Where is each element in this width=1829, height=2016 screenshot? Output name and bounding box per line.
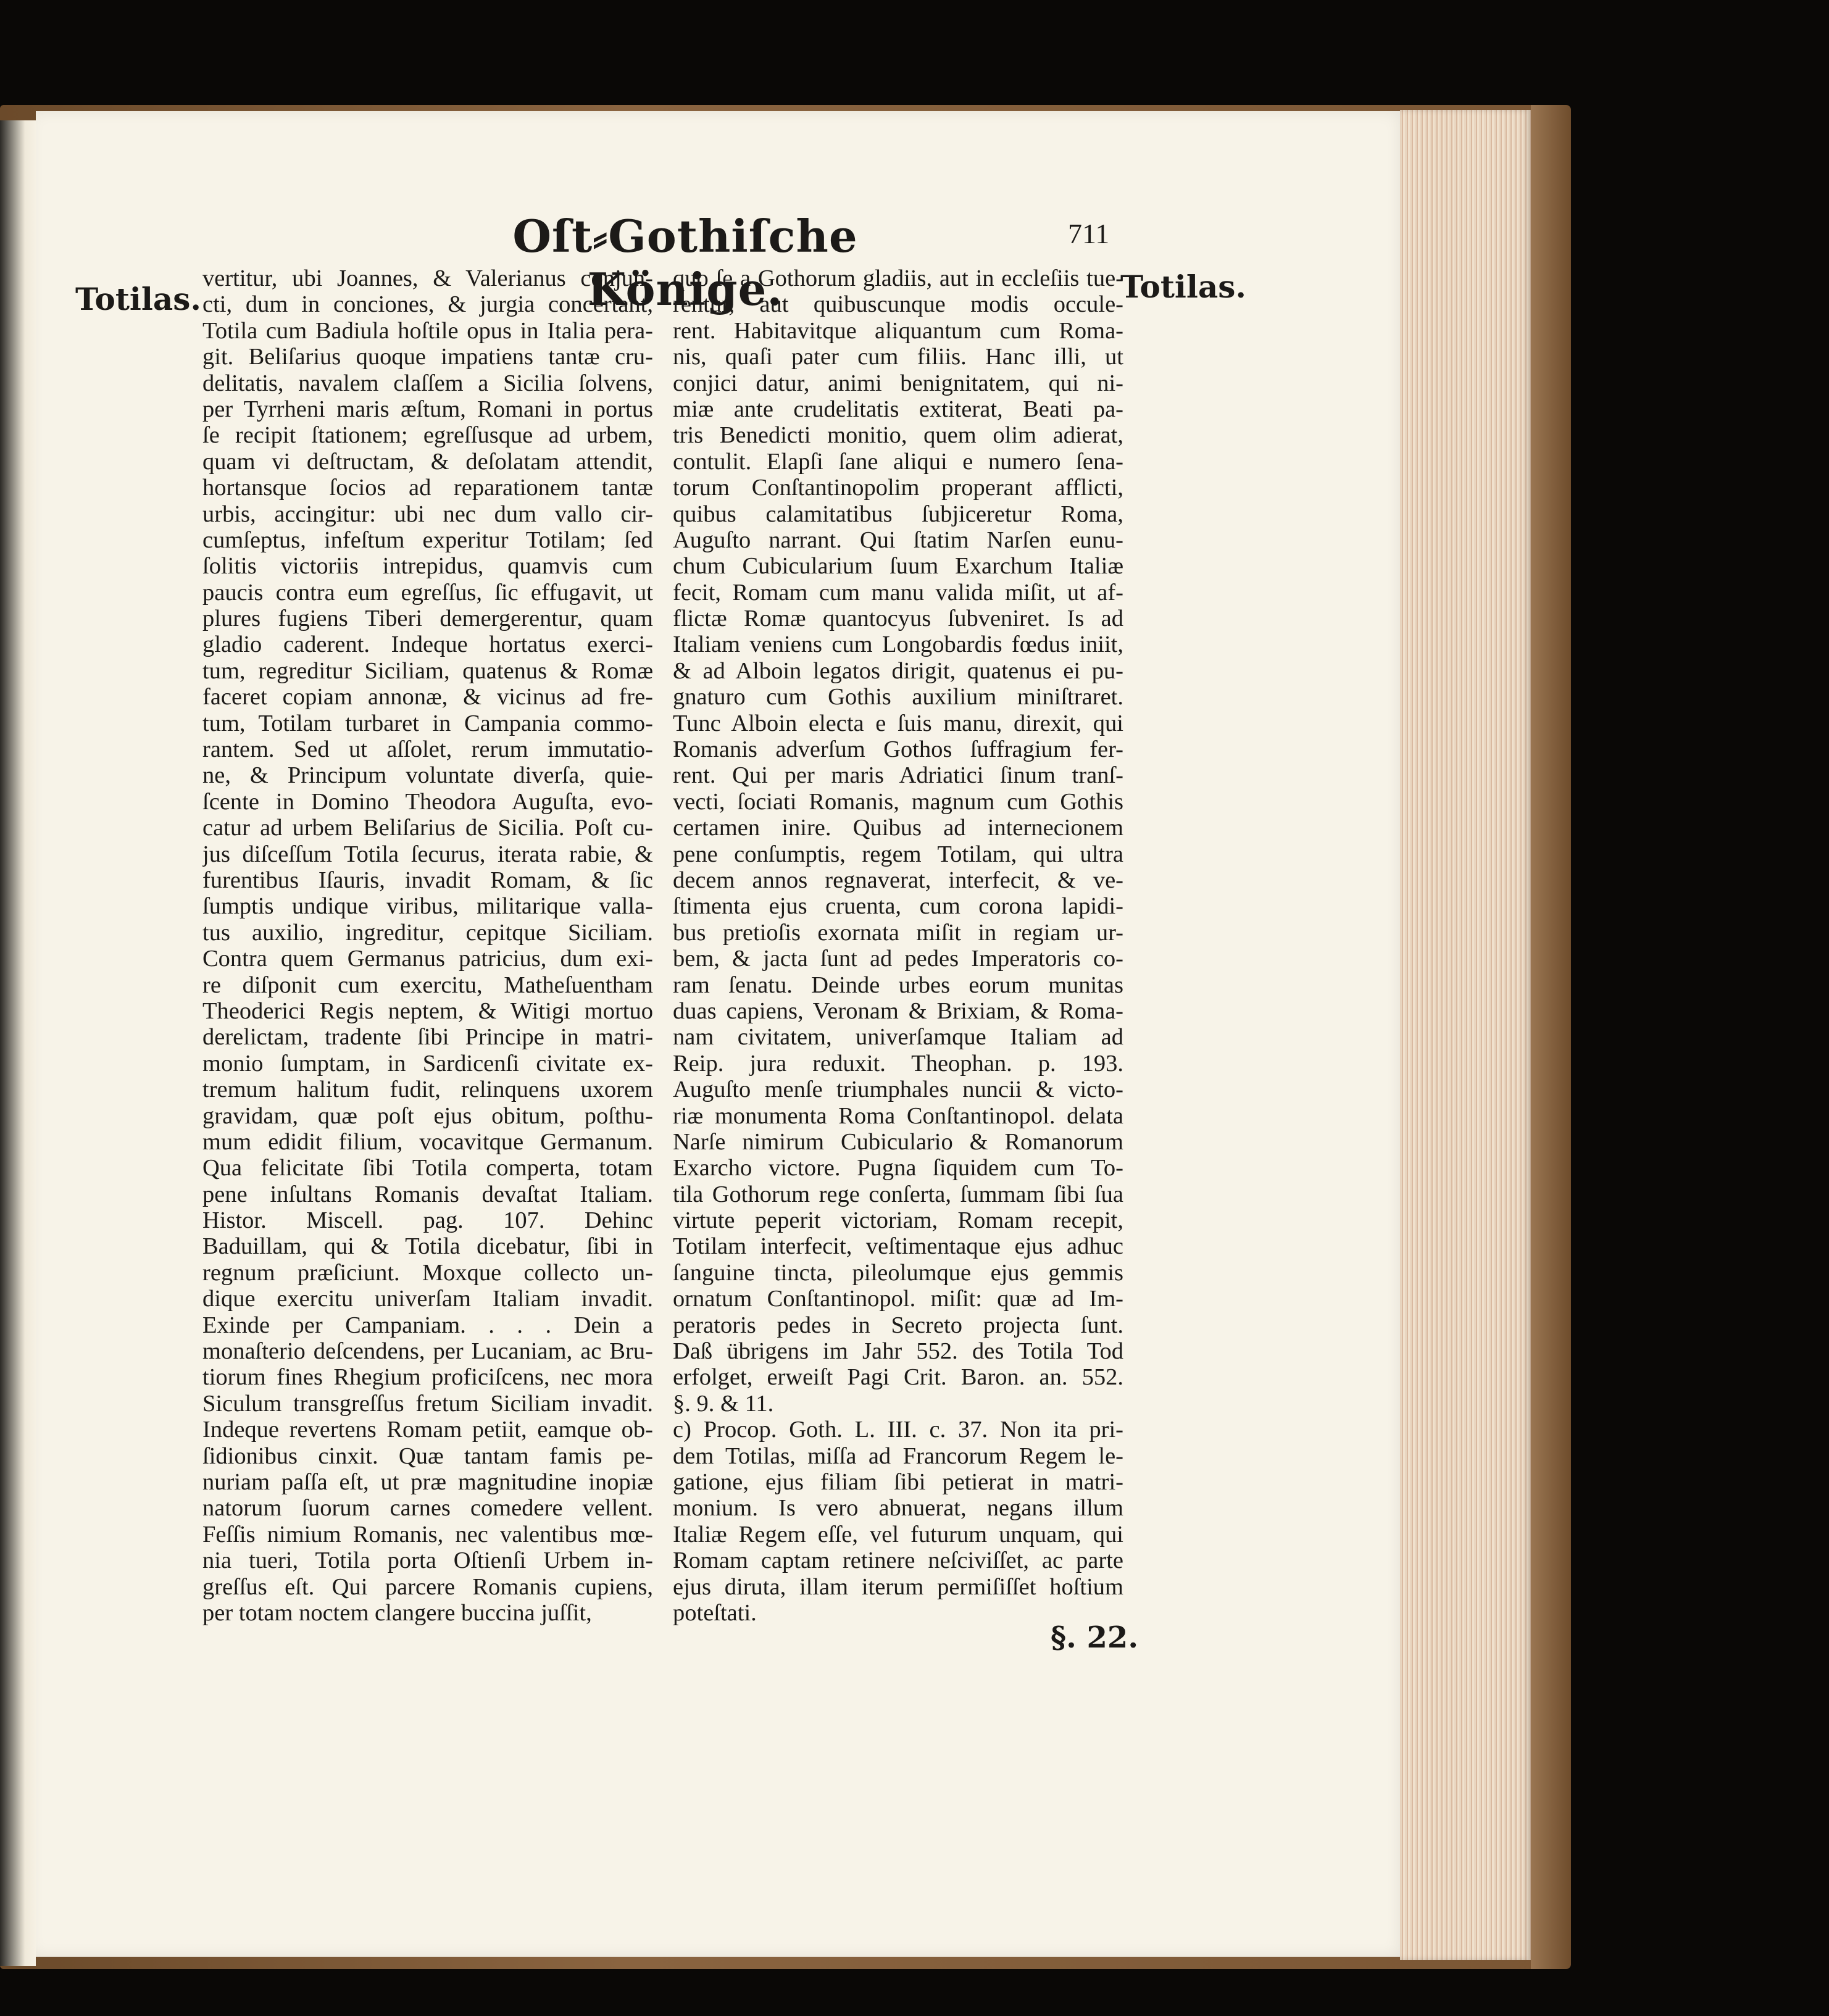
text-line: Romam captam retinere neſciviſſet, ac parte [673,1547,1123,1574]
text-line: gatione, ejus filiam ſibi petierat in matri- [673,1468,1123,1495]
text-line: ejus diruta, illam iterum permiſiſſet hoſtium [673,1573,1123,1600]
text-line: ſidionibus cinxit. Quæ tantam famis pe- [202,1443,653,1469]
text-line: greſſus eſt. Qui parcere Romanis cupiens, [202,1573,653,1600]
text-line: per Tyrrheni maris æſtum, Romani in portus [202,396,653,422]
text-line: quibus calamitatibus ſubjiceretur Roma, [673,501,1123,527]
text-line: riæ monumenta Roma Conſtantinopol. delata [673,1102,1123,1129]
text-line: bus pretioſis exornata miſit in regiam ur- [673,919,1123,946]
text-line: conjici datur, animi benignitatem, qui ni- [673,370,1123,396]
cover-edge [1531,105,1571,1969]
text-line: rent. Qui per maris Adriatici ſinum tranſ- [673,762,1123,789]
text-line: tum, regreditur Siciliam, quatenus & Romæ [202,657,653,684]
text-line: cumſeptus, infeſtum experitur Totilam; ſed [202,527,653,553]
page-edges [1400,110,1531,1960]
text-line: flictæ Romæ quantocyus ſubveniret. Is ad [673,606,1123,632]
text-line: pene inſultans Romanis devaſtat Italiam. [202,1181,653,1207]
text-line: vertitur, ubi Joannes, & Valerianus conjun- [202,265,653,291]
text-line: dem Totilas, miſſa ad Francorum Regem le- [673,1443,1123,1469]
text-line: cti, dum in conciones, & jurgia concertant, [202,291,653,318]
text-line: furentibus Iſauris, invadit Romam, & ſic [202,867,653,893]
text-line: Siculum transgreſſus fretum Siciliam invadit. [202,1390,653,1417]
text-line: quam vi deſtructam, & deſolatam attendit, [202,448,653,475]
text-line: rent. Habitavitque aliquantum cum Roma- [673,317,1123,344]
text-line: nis, quaſi pater cum filiis. Hanc illi, ut [673,344,1123,370]
text-line: Totilam interfecit, veſtimentaque ejus adhuc [673,1233,1123,1260]
text-line: derelictam, tradente ſibi Principe in matri- [202,1024,653,1051]
text-line: certamen inire. Quibus ad internecionem [673,815,1123,841]
text-line: Exarcho victore. Pugna ſiquidem cum To- [673,1155,1123,1181]
running-head: Oſt⸗Gothiſche Könige. [512,210,858,315]
left-text-column [202,265,653,1626]
text-line: chum Cubicularium ſuum Exarchum Italiæ [673,553,1123,580]
text-line: Italiam veniens cum Longobardis fœdus iniit, [673,631,1123,658]
text-line: faceret copiam annonæ, & vicinus ad fre- [202,684,653,710]
text-line: hortansque ſocios ad reparationem tantæ [202,475,653,501]
text-line: virtute peperit victoriam, Romam recepit, [673,1207,1123,1234]
text-line: tum, Totilam turbaret in Campania commo- [202,710,653,736]
text-line: ſanguine tincta, pileolumque ejus gemmis [673,1259,1123,1286]
text-line: tiorum fines Rhegium proficiſcens, nec mora [202,1364,653,1391]
text-line: Baduillam, qui & Totila dicebatur, ſibi in [202,1233,653,1260]
text-line: nuriam paſſa eſt, ut præ magnitudine inopiæ [202,1468,653,1495]
text-line: Histor. Miscell. pag. 107. Dehinc [202,1207,653,1234]
text-line: nia tueri, Totila porta Oſtienſi Urbem in- [202,1547,653,1574]
text-line: pene conſumptis, regem Totilam, qui ultra [673,841,1123,867]
text-line: quo ſe a Gothorum gladiis, aut in eccleſiis tue- [673,265,1123,291]
text-line: Reip. jura reduxit. Theophan. p. 193. [673,1050,1123,1077]
text-line: nam civitatem, univerſamque Italiam ad [673,1024,1123,1051]
text-line: contulit. Elapſi ſane aliqui e numero ſena- [673,448,1123,475]
text-line: per totam noctem clangere buccina juſſit, [202,1599,592,1626]
catchword: §. 22. [1051,1620,1139,1655]
text-line: Narſe nimirum Cubiculario & Romanorum [673,1128,1123,1155]
text-line: tus auxilio, ingreditur, cepitque Siciliam. [202,919,653,946]
text-line: Qua felicitate ſibi Totila comperta, totam [202,1155,653,1181]
text-line: ſumptis undique viribus, militarique valla- [202,893,653,920]
text-line: Indeque revertens Romam petiit, eamque ob- [202,1417,653,1443]
text-line: plures fugiens Tiberi demergerentur, quam [202,606,653,632]
text-line: ſe recipit ſtationem; egreſſusque ad urbem, [202,422,653,449]
text-line: §. 9. & 11. [673,1390,774,1417]
text-line: rantem. Sed ut aſſolet, rerum immutatio- [202,736,653,763]
text-line: mum edidit filium, vocavitque Germanum. [202,1128,653,1155]
text-line: git. Beliſarius quoque impatiens tantæ cru- [202,344,653,370]
text-line: tremum halitum fudit, relinquens uxorem [202,1077,653,1103]
text-line: Daß übrigens im Jahr 552. des Totila Tod [673,1338,1123,1365]
text-line: tila Gothorum rege conſerta, ſummam ſibi ſua [673,1181,1123,1207]
text-line: ram ſenatu. Deinde urbes eorum munitas [673,972,1123,998]
text-line: paucis contra eum egreſſus, ſic effugavit, ut [202,579,653,606]
margin-note-right: Totilas. [1120,269,1246,305]
text-line: Theoderici Regis neptem, & Witigi mortuo [202,998,653,1024]
text-line: ne, & Principum voluntate diverſa, quie- [202,762,653,789]
text-line: urbis, accingitur: ubi nec dum vallo cir- [202,501,653,527]
text-line: Auguſto narrant. Qui ſtatim Narſen eunu- [673,527,1123,553]
text-line: ornatum Conſtantinopol. miſit: quæ ad Im- [673,1286,1123,1312]
text-line: torum Conſtantinopolim properant afflicti, [673,475,1123,501]
text-line: Romanis adverſum Gothos ſuffragium fer- [673,736,1123,763]
text-line: tris Benedicti monitio, quem olim adierat, [673,422,1123,449]
text-line: duas capiens, Veronam & Brixiam, & Roma- [673,998,1123,1024]
text-line: gnaturo cum Gothis auxilium miniſtraret. [673,684,1123,710]
text-line: peratoris pedes in Secreto projecta ſunt. [673,1312,1123,1338]
text-line: erfolget, erweiſt Pagi Crit. Baron. an. 552. [673,1364,1123,1391]
text-line: catur ad urbem Beliſarius de Sicilia. Poſt cu- [202,815,653,841]
text-line: Auguſto menſe triumphales nuncii & victo- [673,1077,1123,1103]
text-line: monaſterio deſcendens, per Lucaniam, ac Bru- [202,1338,653,1365]
text-line: Contra quem Germanus patricius, dum exi- [202,946,653,972]
text-line: monium. Is vero abnuerat, negans illum [673,1495,1123,1522]
text-line: bem, & jacta ſunt ad pedes Imperatoris co- [673,946,1123,972]
text-line: Exinde per Campaniam. . . . Dein a [202,1312,653,1338]
text-line: monio ſumptam, in Sardicenſi civitate ex- [202,1050,653,1077]
text-line: poteſtati. [673,1599,757,1626]
text-line: miæ ante crudelitatis extiterat, Beati pa- [673,396,1123,422]
text-line: ſcente in Domino Theodora Auguſta, evo- [202,788,653,815]
text-line: jus diſceſſum Totila ſecurus, iterata rabie, & [202,841,653,867]
right-text-column [673,265,1123,1626]
text-line: Italiæ Regem eſſe, vel futurum unquam, qui [673,1521,1123,1547]
text-line: natorum ſuorum carnes comedere vellent. [202,1495,653,1522]
text-line: dique exercitu univerſam Italiam invadit. [202,1286,653,1312]
text-line: gladio caderent. Indeque hortatus exerci- [202,631,653,658]
text-line: regnum præſiciunt. Moxque collecto un- [202,1259,653,1286]
text-line: delitatis, navalem claſſem a Sicilia ſolvens, [202,370,653,396]
text-line: rentur, aut quibuscunque modis occule- [673,291,1123,318]
text-line: ſolitis victoriis intrepidus, quamvis cum [202,553,653,580]
text-line: & ad Alboin legatos dirigit, quatenus ei pu- [673,657,1123,684]
text-line: decem annos regnaverat, interfecit, & ve- [673,867,1123,893]
text-line: vecti, ſociati Romanis, magnum cum Gothis [673,788,1123,815]
text-line: fecit, Romam cum manu valida miſit, ut af- [673,579,1123,606]
text-line: re diſponit cum exercitu, Matheſuentham [202,972,653,998]
text-line: Tunc Alboin electa e ſuis manu, direxit, qui [673,710,1123,736]
text-line: gravidam, quæ poſt ejus obitum, poſthu- [202,1102,653,1129]
text-line: ſtimenta ejus cruenta, cum corona lapidi- [673,893,1123,920]
margin-note-left: Totilas. [75,281,201,317]
text-line: c) Procop. Goth. L. III. c. 37. Non ita pri- [673,1417,1123,1443]
text-line: Feſſis nimium Romanis, nec valentibus mœ- [202,1521,653,1547]
left-page-edge [0,120,36,1966]
text-line: Totila cum Badiula hoſtile opus in Italia pera- [202,317,653,344]
page-number: 711 [1068,218,1110,249]
